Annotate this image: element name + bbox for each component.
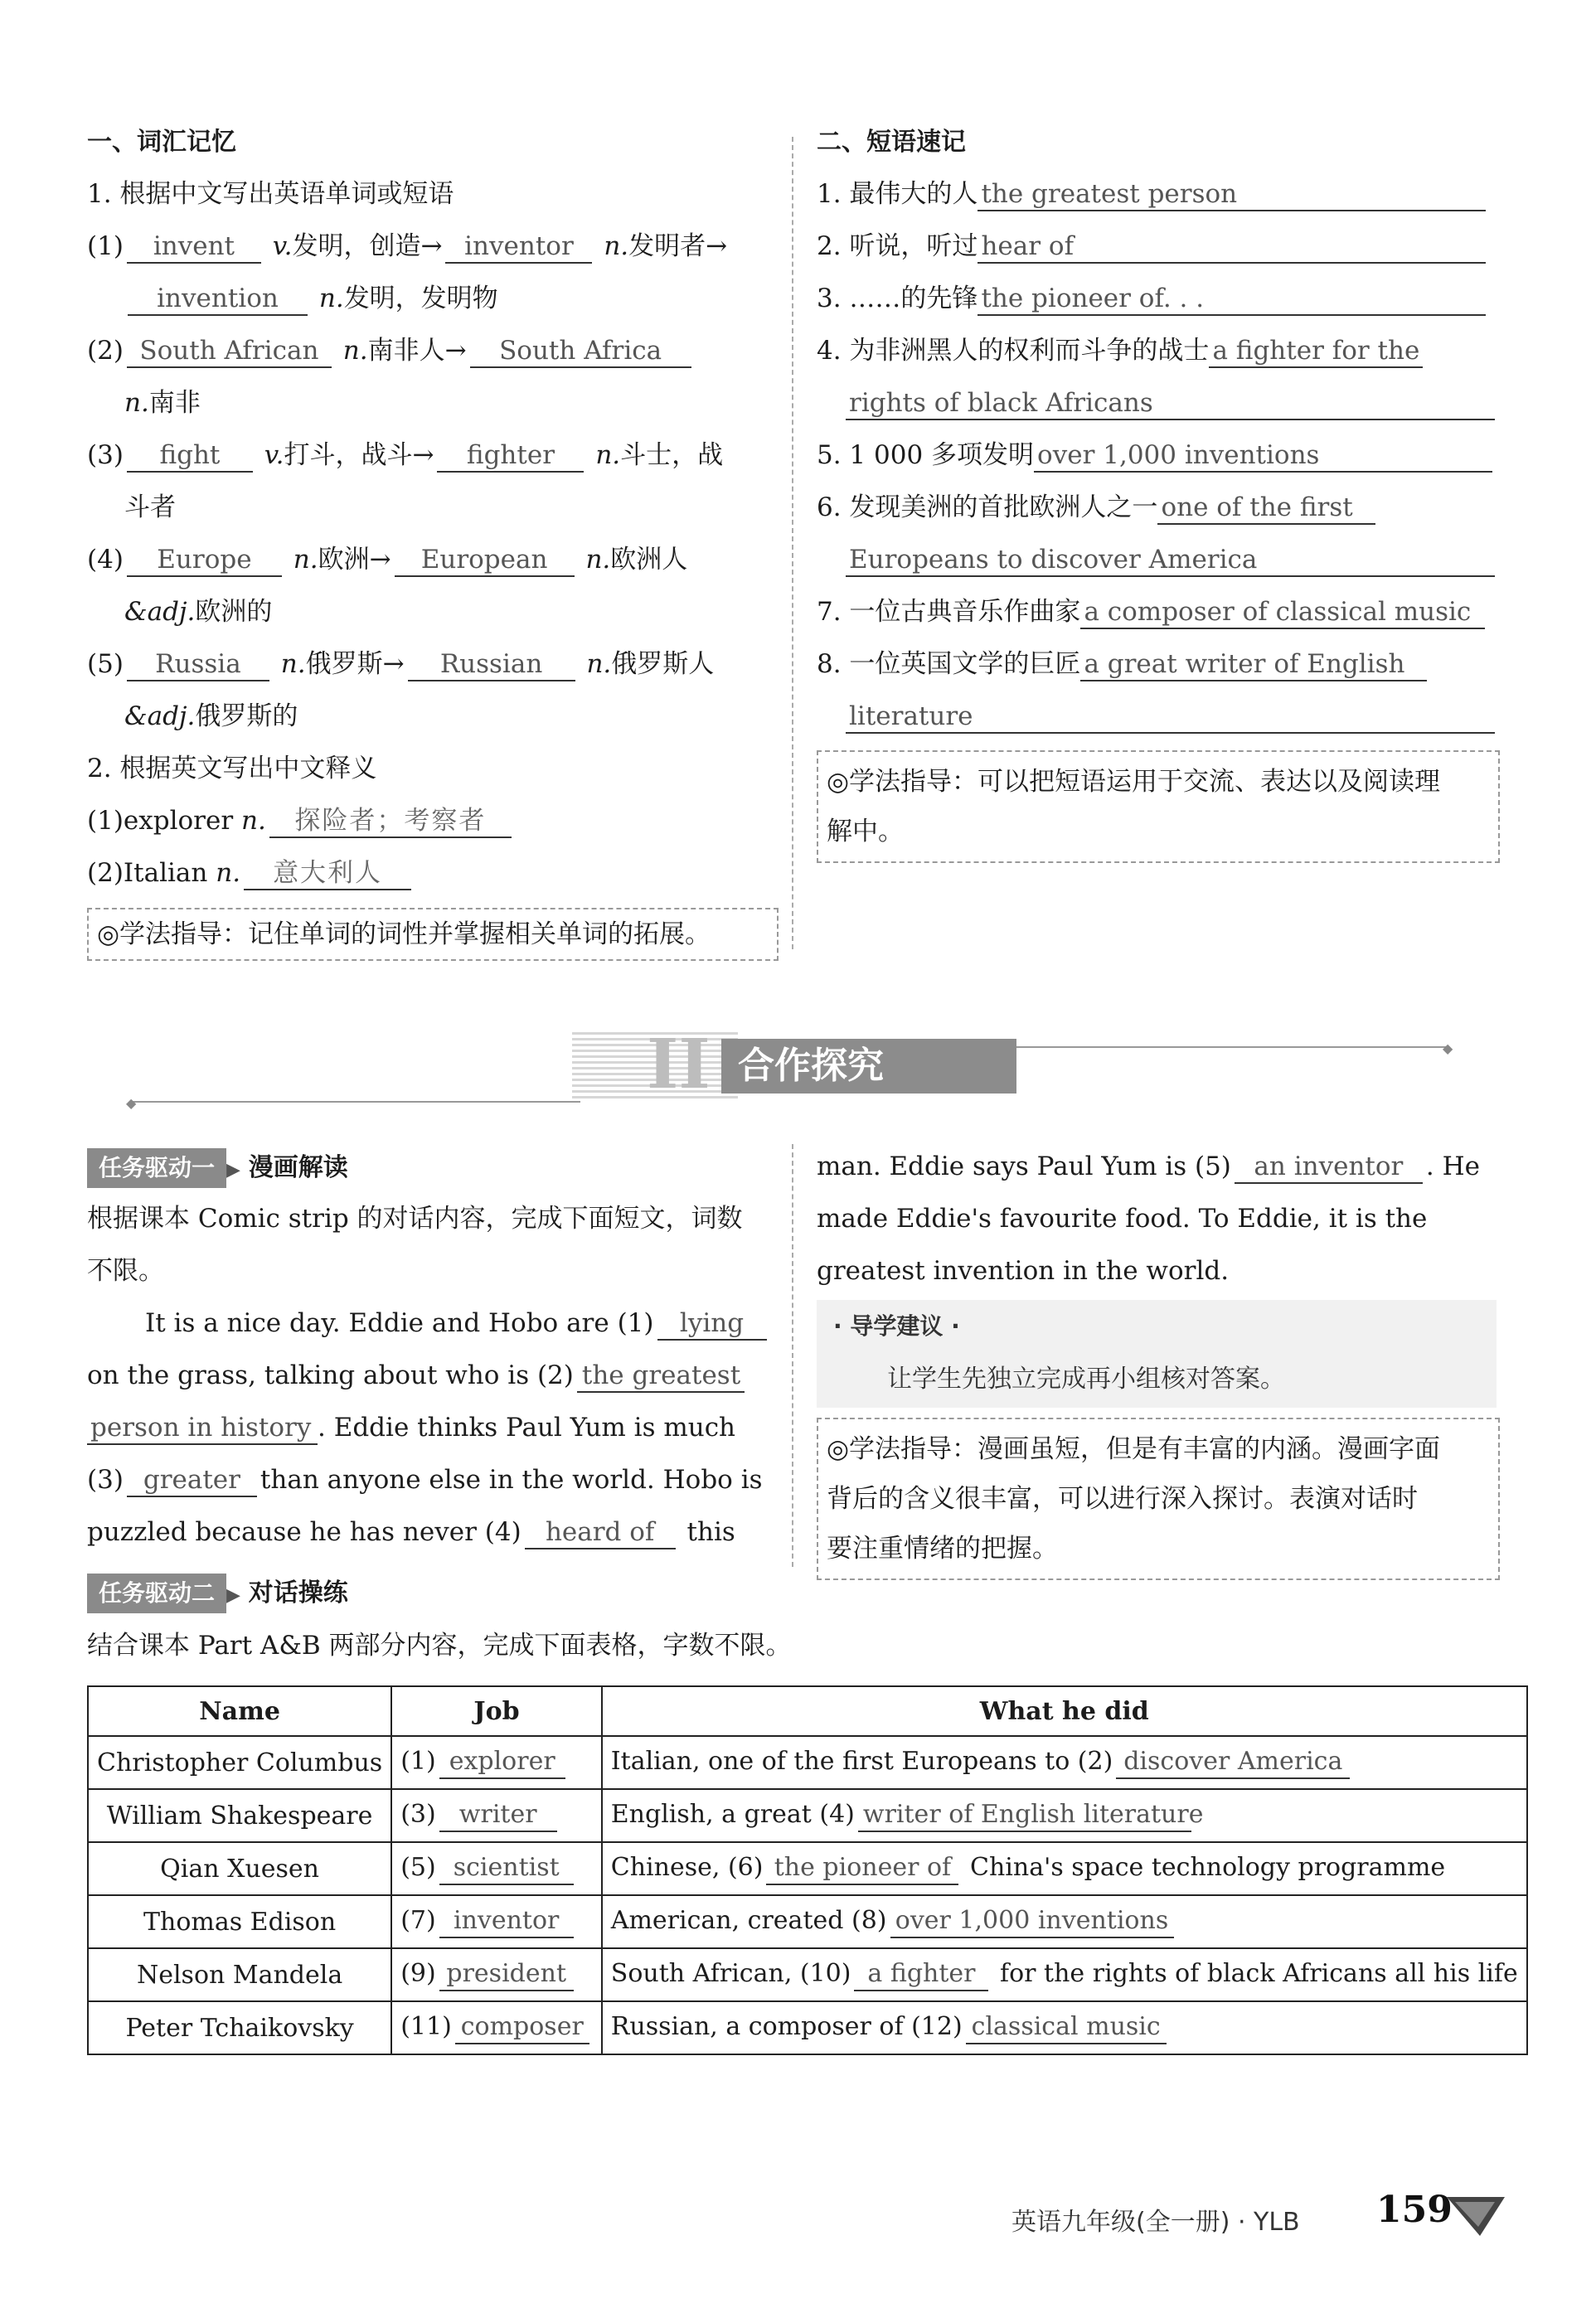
passage-line-5: puzzled because he has never (4) heard of this — [87, 1514, 735, 1550]
answer-blank: classical music — [966, 2011, 1167, 2044]
passage-line-6: man. Eddie says Paul Yum is (5) an inventor . He — [817, 1148, 1480, 1185]
answer-blank: over 1,000 inventions — [890, 1905, 1174, 1938]
answer-blank: invention — [128, 283, 308, 316]
task2-title: 对话操练 — [248, 1578, 348, 1608]
task1-title: 漫画解读 — [248, 1153, 348, 1182]
did-cell: English, a great (4) writer of English literature — [602, 1789, 1527, 1842]
table-row — [88, 1789, 1527, 1842]
job-cell: (7) inventor — [391, 1895, 602, 1948]
task1-instr-1: 根据课本 Comic strip 的对话内容，完成下面短文，词数 — [87, 1204, 743, 1234]
passage-line-3: person in history . Eddie thinks Paul Yum is much — [87, 1409, 735, 1446]
job-cell: (11) composer — [391, 2001, 602, 2054]
task2-heading — [87, 1574, 348, 1614]
vocab-row-5: (5) Russia n.俄罗斯→ Russian n.俄罗斯人 — [87, 646, 714, 682]
phrase-4: 4. 为非洲黑人的权利而斗争的战士 a fighter for the — [817, 332, 1423, 369]
diamond-icon: ◆ — [126, 1095, 137, 1111]
task1-tag: 任务驱动一 — [87, 1148, 226, 1188]
job-cell: (3) writer — [391, 1789, 602, 1842]
answer-blank: inventor — [445, 230, 592, 264]
phrase-3: 3. ……的先锋 the pioneer of. . . — [817, 280, 1486, 317]
play-icon: ▶ — [226, 1160, 240, 1181]
vocab-row-1: (1) invent v.发明，创造→ inventor n.发明者→ — [87, 228, 727, 264]
answer-blank: composer — [455, 2011, 589, 2044]
answer-blank: writer — [439, 1799, 557, 1832]
phrase-7: 7. 一位古典音乐作曲家 a composer of classical music — [817, 594, 1485, 630]
phrase-4b — [846, 385, 1495, 421]
answer-blank: the pioneer of. . . — [977, 283, 1486, 316]
phrase-5: 5. 1 000 多项发明 over 1,000 inventions — [817, 437, 1492, 473]
vocab-row-3: (3) fight v.打斗，战斗→ fighter n.斗士，战 — [87, 437, 723, 473]
answer-blank: South Africa — [470, 335, 691, 368]
answer-blank: invent — [127, 230, 261, 264]
phrase-2: 2. 听说，听过 hear of — [817, 228, 1486, 264]
page-number: 159 — [1376, 2189, 1453, 2231]
did-cell: Russian, a composer of (12) classical music — [602, 2001, 1527, 2054]
banner-numeral: II — [647, 1025, 711, 1104]
name-cell: William Shakespeare — [88, 1789, 391, 1842]
phrase-1: 1. 最伟大的人 the greatest person — [817, 176, 1486, 212]
answer-blank: European — [395, 544, 575, 577]
column-divider — [792, 137, 793, 949]
answer-blank: Europeans to discover America — [846, 544, 1495, 577]
answer-blank: an inventor — [1235, 1151, 1423, 1184]
answer-blank: the greatest person — [977, 178, 1486, 211]
answer-blank: a composer of classical music — [1080, 596, 1485, 629]
study-tip-task1: ◎学法指导：漫画虽短，但是有丰富的内涵。漫画字面 背后的含义很丰富，可以进行深入探讨。表演对话时 要注重情绪的把握。 — [817, 1418, 1500, 1580]
task2-instr: 结合课本 Part A&B 两部分内容，完成下面表格，字数不限。 — [87, 1631, 792, 1661]
guide-box — [817, 1300, 1497, 1408]
passage-line-1: It is a nice day. Eddie and Hobo are (1) lying — [145, 1305, 770, 1341]
did-cell: Italian, one of the first Europeans to (2) discover America — [602, 1736, 1527, 1789]
name-cell: Qian Xuesen — [88, 1842, 391, 1895]
answer-blank: Europe — [127, 544, 282, 577]
people-table — [87, 1685, 1528, 2055]
banner-line-right — [1016, 1046, 1447, 1048]
section-banner — [572, 1025, 1020, 1104]
table-row — [88, 1842, 1527, 1895]
answer-blank: writer of English literature — [858, 1799, 1191, 1832]
answer-blank: 意大利人 — [244, 857, 411, 890]
answer-blank: scientist — [439, 1852, 574, 1885]
vocab-row-5b: &adj.俄罗斯的 — [124, 701, 298, 731]
answer-blank: fight — [127, 439, 253, 473]
explain-row-2: (2)Italian n. 意大利人 — [87, 855, 415, 891]
answer-blank: over 1,000 inventions — [1034, 439, 1492, 473]
name-cell: Christopher Columbus — [88, 1736, 391, 1789]
passage-line-7: made Eddie's favourite food. To Eddie, it is the — [817, 1204, 1428, 1234]
col-header: Job — [391, 1686, 602, 1736]
task1-instr-2: 不限。 — [87, 1256, 164, 1286]
page-corner-icon — [1447, 2190, 1505, 2240]
job-cell: (9) president — [391, 1948, 602, 2001]
answer-blank: a great writer of English — [1080, 648, 1427, 681]
answer-blank: one of the first — [1157, 492, 1375, 525]
did-cell: South African, (10) a fighter for the rights of black Africans all his life — [602, 1948, 1527, 2001]
section2-title: 二、短语速记 — [817, 128, 966, 157]
q1-title: 1. 根据中文写出英语单词或短语 — [87, 179, 454, 209]
answer-blank: fighter — [437, 439, 584, 473]
answer-blank: South African — [127, 335, 332, 368]
passage-line-8: greatest invention in the world. — [817, 1256, 1230, 1286]
phrase-8b — [846, 698, 1495, 735]
answer-blank: a fighter for the — [1209, 335, 1423, 368]
answer-blank: the pioneer of — [766, 1852, 958, 1885]
table-row — [88, 2001, 1527, 2054]
answer-blank: inventor — [439, 1905, 574, 1938]
task1-heading — [87, 1148, 348, 1189]
did-cell: Chinese, (6) the pioneer of China's space technology programme — [602, 1842, 1527, 1895]
table-header-row — [88, 1686, 1527, 1736]
vocab-row-4: (4) Europe n.欧洲→ European n.欧洲人 — [87, 541, 687, 578]
answer-blank: discover America — [1116, 1746, 1350, 1779]
passage-line-2: on the grass, talking about who is (2) the greatest — [87, 1357, 748, 1394]
guide-text: 让学生先独立完成再小组核对答案。 — [887, 1365, 1285, 1394]
job-cell: (1) explorer — [391, 1736, 602, 1789]
diamond-icon: ◆ — [1443, 1040, 1453, 1056]
answer-blank: heard of — [525, 1516, 676, 1549]
answer-blank: Russian — [408, 648, 575, 681]
banner-bar — [1010, 1039, 1016, 1094]
vocab-row-2: (2) South African n.南非人→ South Africa — [87, 332, 695, 369]
vocab-row-3b: 斗者 — [124, 492, 176, 522]
study-tip-right: ◎学法指导：可以把短语运用于交流、表达以及阅读理 解中。 — [817, 750, 1500, 863]
answer-blank: 探险者；考察者 — [269, 805, 512, 838]
answer-blank: greater — [127, 1464, 257, 1497]
q2-title: 2. 根据英文写出中文释义 — [87, 754, 377, 783]
answer-blank: hear of — [977, 230, 1486, 264]
footer-book: 英语九年级(全一册) · YLB — [1011, 2208, 1300, 2237]
name-cell: Peter Tchaikovsky — [88, 2001, 391, 2054]
answer-blank: literature — [846, 701, 1495, 734]
banner-line-left — [133, 1101, 580, 1103]
job-cell: (5) scientist — [391, 1842, 602, 1895]
col-header: Name — [88, 1686, 391, 1736]
vocab-row-4b: &adj.欧洲的 — [124, 597, 273, 627]
answer-blank: Russia — [127, 648, 269, 681]
banner-title: 合作探究 — [721, 1039, 1011, 1094]
col-header: What he did — [602, 1686, 1527, 1736]
answer-blank: president — [439, 1958, 574, 1991]
phrase-6: 6. 发现美洲的首批欧洲人之一 one of the first — [817, 489, 1375, 526]
name-cell: Nelson Mandela — [88, 1948, 391, 2001]
table-row — [88, 1948, 1527, 2001]
table-row — [88, 1736, 1527, 1789]
task2-tag: 任务驱动二 — [87, 1574, 226, 1613]
answer-blank: the greatest — [577, 1360, 745, 1393]
phrase-8: 8. 一位英国文学的巨匠 a great writer of English — [817, 646, 1427, 682]
play-icon: ▶ — [226, 1585, 240, 1606]
answer-blank: rights of black Africans — [846, 387, 1495, 420]
name-cell: Thomas Edison — [88, 1895, 391, 1948]
vocab-row-1b: invention n.发明，发明物 — [124, 280, 498, 317]
table-row — [88, 1895, 1527, 1948]
answer-blank: a fighter — [854, 1958, 988, 1991]
vocab-row-2b: n.南非 — [124, 388, 201, 418]
passage-line-4: (3) greater than anyone else in the world. Hobo is — [87, 1462, 763, 1498]
section1-title: 一、词汇记忆 — [87, 128, 236, 157]
column-divider — [792, 1144, 793, 1567]
answer-blank: explorer — [439, 1746, 565, 1779]
did-cell: American, created (8) over 1,000 inventions — [602, 1895, 1527, 1948]
answer-blank: lying — [657, 1307, 767, 1341]
explain-row-1: (1)explorer n. 探险者；考察者 — [87, 803, 515, 839]
phrase-6b — [846, 541, 1495, 578]
answer-blank: person in history — [87, 1412, 318, 1445]
study-tip-left: ◎学法指导：记住单词的词性并掌握相关单词的拓展。 — [87, 908, 779, 961]
guide-title: · 导学建议 · — [833, 1312, 960, 1340]
